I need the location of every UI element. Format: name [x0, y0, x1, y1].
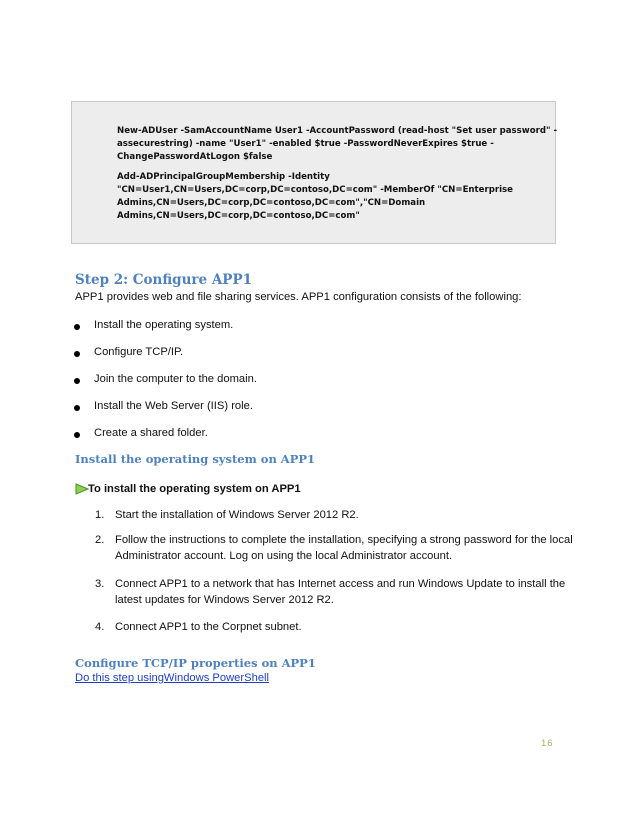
bullet-icon	[74, 405, 80, 411]
procedure-arrow-icon	[75, 483, 89, 495]
page-number: 16	[541, 738, 554, 749]
code-line: Admins,CN=Users,DC=corp,DC=contoso,DC=com","CN=Domain	[117, 198, 426, 208]
powershell-link[interactable]: Do this step usingWindows PowerShell	[75, 672, 270, 684]
step-number: 2.	[95, 534, 105, 546]
code-line: New-ADUser -SamAccountName User1 -AccountPassword (read-host "Set user password" -	[117, 126, 558, 136]
list-item: Configure TCP/IP.	[94, 346, 184, 358]
step-text: Administrator account. Log on using the local Administrator account.	[115, 550, 453, 562]
code-line: "CN=User1,CN=Users,DC=corp,DC=contoso,DC=com" -MemberOf "CN=Enterprise	[117, 185, 514, 195]
code-line: ChangePasswordAtLogon $false	[117, 152, 273, 162]
code-line: Admins,CN=Users,DC=corp,DC=contoso,DC=com"	[117, 211, 360, 221]
install-heading: Install the operating system on APP1	[75, 452, 316, 466]
step-text: Connect APP1 to the Corpnet subnet.	[115, 621, 302, 633]
step-text: Follow the instructions to complete the installation, specifying a strong password for the local	[115, 534, 573, 546]
procedure-title: To install the operating system on APP1	[88, 483, 301, 495]
step-text: Connect APP1 to a network that has Internet access and run Windows Update to install the	[115, 578, 566, 590]
list-item: Create a shared folder.	[94, 427, 208, 439]
list-item: Install the operating system.	[94, 319, 234, 331]
list-item: Install the Web Server (IIS) role.	[94, 400, 253, 412]
step-text: latest updates for Windows Server 2012 R2.	[115, 594, 334, 606]
code-line: assecurestring) -name "User1" -enabled $true -PasswordNeverExpires $true -	[117, 139, 494, 149]
bullet-icon	[74, 378, 80, 384]
step2-intro: APP1 provides web and file sharing services. APP1 configuration consists of the following:	[75, 291, 522, 303]
step-number: 3.	[95, 578, 105, 590]
bullet-icon	[74, 351, 80, 357]
step-number: 1.	[95, 509, 105, 521]
list-item: Join the computer to the domain.	[94, 373, 257, 385]
step-number: 4.	[95, 621, 105, 633]
bullet-icon	[74, 324, 80, 330]
code-line: Add-ADPrincipalGroupMembership -Identity	[117, 172, 330, 182]
step2-heading: Step 2: Configure APP1	[75, 272, 252, 288]
step-text: Start the installation of Windows Server 2012 R2.	[115, 509, 359, 521]
bullet-icon	[74, 432, 80, 438]
tcpip-heading: Configure TCP/IP properties on APP1	[75, 656, 316, 670]
